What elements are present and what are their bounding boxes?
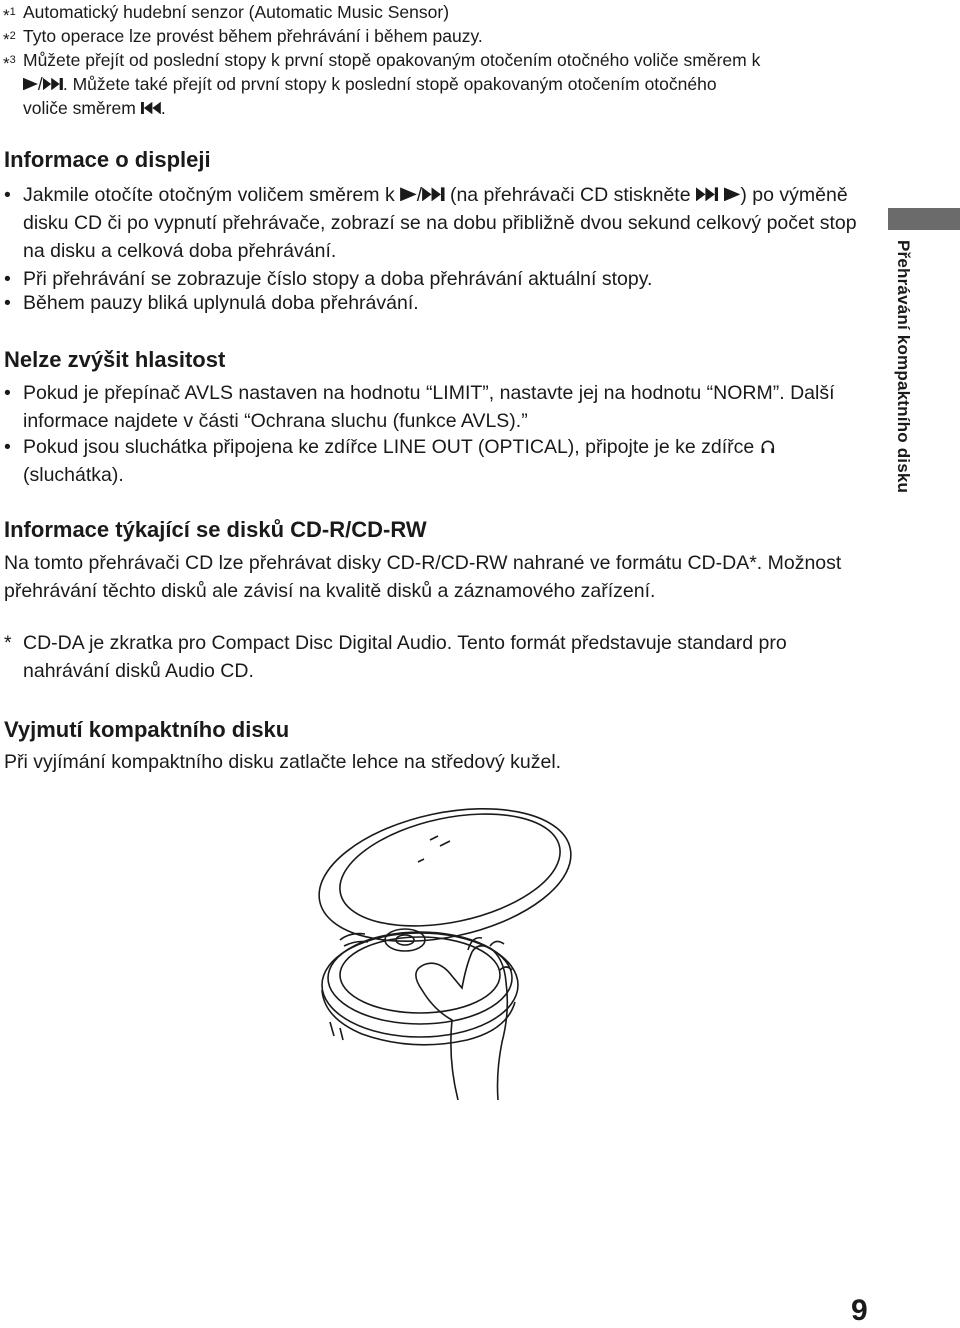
cd-removal-illustration — [300, 800, 600, 1100]
heading-volume: Nelze zvýšit hlasitost — [4, 347, 226, 372]
heading-cdr: Informace týkající se disků CD-R/CD-RW — [4, 517, 427, 542]
bullet-dot: • — [4, 436, 11, 458]
footnote-3 — [0, 48, 880, 72]
cdr-paragraph: Na tomto přehrávači CD lze přehrávat disky CD-R/CD-RW nahrané ve formátu CD-DA*. Možnost přehrávání těchto disků ale závisí na kvalitě disků a záznamového zařízení. — [4, 552, 842, 602]
player-lid — [307, 800, 583, 962]
next-track-icon — [696, 187, 718, 201]
heading-display-info: Informace o displeji — [4, 147, 211, 172]
bullet-dot: • — [4, 292, 11, 314]
footnote-marker: * — [4, 632, 12, 654]
cdr-footnote: * CD-DA je zkratka pro Compact Disc Digital Audio. Tento formát představuje standard pro nahrávání disků Audio CD. — [4, 629, 874, 685]
page-number: 9 — [851, 1294, 868, 1327]
footnote-marker: *$^1$ — [3, 6, 16, 25]
footnote-marker: *$^2$ — [3, 30, 16, 49]
bullet-display-3: • Během pauzy bliká uplynulá doba přehrávání. — [4, 289, 864, 317]
footnote-2 — [0, 24, 880, 48]
next-track-icon — [43, 78, 63, 91]
side-section-label: Přehrávání kompaktního disku — [894, 240, 913, 494]
footnote-1 — [0, 0, 880, 24]
bullet-dot: • — [4, 382, 11, 404]
bullet-display-1: • Jakmile otočíte otočným voličem směrem k / (na přehrávači CD stiskněte ) po výměně disku CD či po vypnutí přehrávače, zobrazí se na dobu přibližně dvou sekund celkový počet stop na disku a celková doba přehrávání. — [4, 181, 864, 265]
play-icon — [23, 78, 38, 91]
bullet-dot: • — [4, 184, 11, 206]
headphones-icon — [760, 439, 776, 455]
bullet-display-2: • Při přehrávání se zobrazuje číslo stopy a doba přehrávání aktuální stopy. — [4, 265, 864, 293]
bullet-volume-1: • Pokud je přepínač AVLS nastaven na hodnotu “LIMIT”, nastavte jej na hodnotu “NORM”. Další informace najdete v části “Ochrana sluchu (funkce AVLS).” — [4, 379, 864, 435]
footnote-3-line-2: / . Můžete také přejít od první stopy k poslední stopě opakovaným otočením otočného — [23, 72, 883, 96]
bullet-dot: • — [4, 268, 11, 290]
footnote-text: Můžete přejít od poslední stopy k první stopě opakovaným otočením otočného voliče směrem k — [23, 50, 761, 70]
footnote-text: Tyto operace lze provést během přehrávání i během pauzy. — [23, 26, 483, 46]
next-track-icon — [422, 187, 444, 201]
player-body — [322, 933, 518, 1037]
hand — [416, 946, 507, 1100]
footnote-3-line-3: voliče směrem . — [23, 98, 166, 118]
footnote-text: Automatický hudební senzor (Automatic Music Sensor) — [23, 2, 450, 22]
play-icon — [724, 187, 741, 201]
remove-paragraph: Při vyjímání kompaktního disku zatlačte lehce na středový kužel. — [4, 751, 562, 773]
section-tab-bar — [888, 208, 960, 230]
heading-remove-disc: Vyjmutí kompaktního disku — [4, 717, 290, 742]
play-icon — [400, 187, 417, 201]
footnote-marker: *$^3$ — [3, 54, 16, 73]
previous-track-icon — [141, 102, 161, 115]
bullet-volume-2: • Pokud jsou sluchátka připojena ke zdířce LINE OUT (OPTICAL), připojte je ke zdířce (sluchátka). — [4, 433, 864, 489]
